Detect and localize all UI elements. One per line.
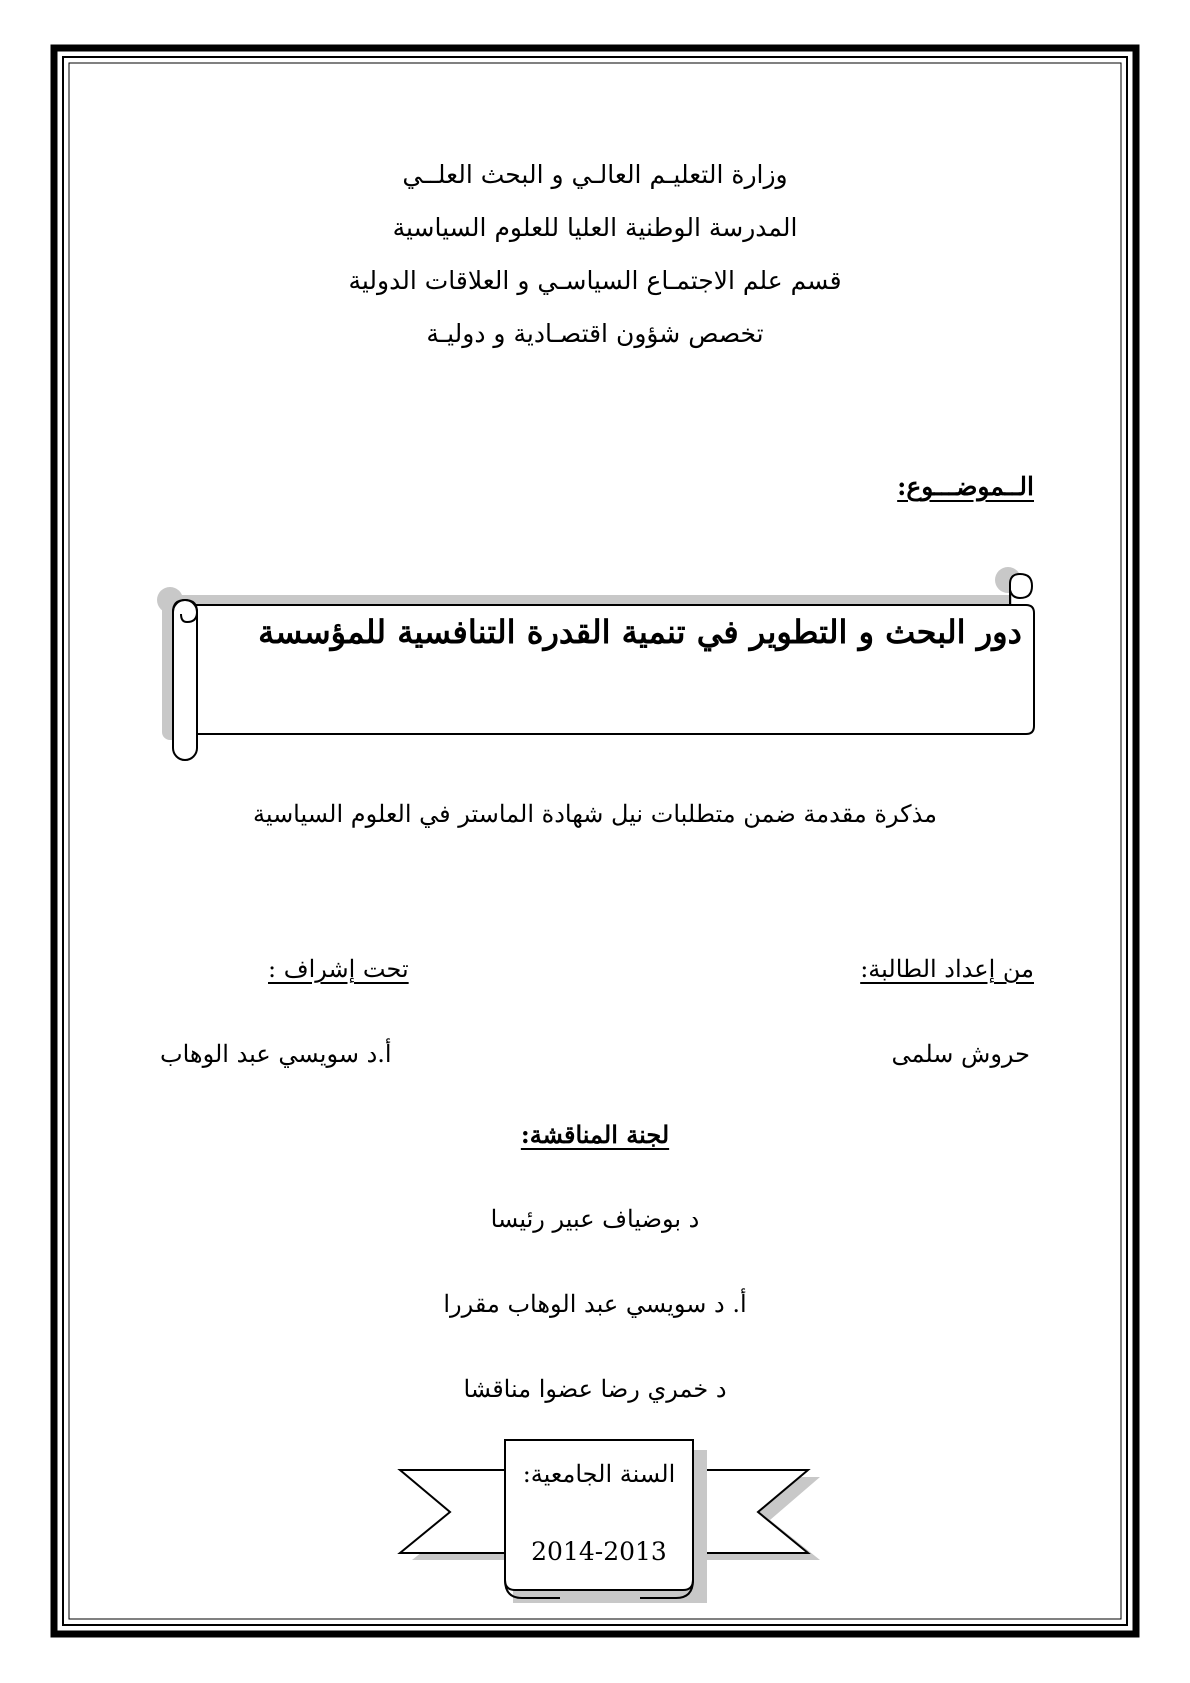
academic-year-value: 2014-2013 [531,1537,667,1566]
supervisor-name: أ.د سويسي عبد الوهاب [160,1040,392,1068]
supervisor-label: تحت إشراف : [268,955,409,983]
committee-member-examiner: د خمري رضا عضوا مناقشا [463,1375,727,1403]
title-scroll-banner [157,567,1034,760]
committee-member-chair: د بوضياف عبير رئيسا [490,1205,700,1233]
department-line: قسم علم الاجتمـاع السياسـي و العلاقات الدولية [348,266,842,295]
committee-label: لجنة المناقشة: [520,1120,670,1149]
memo-statement: مذكرة مقدمة ضمن متطلبات نيل شهادة الماستر في العلوم السياسية [252,800,938,828]
thesis-title: دور البحث و التطوير في تنمية القدرة التنافسية للمؤسسة [258,613,1022,651]
school-line: المدرسة الوطنية العليا للعلوم السياسية [392,213,798,242]
subject-label: الــموضـــوع: [897,472,1034,501]
ministry-line: وزارة التعليـم العالـي و البحث العلــي [402,160,788,189]
committee-member-rapporteur: أ. د سويسي عبد الوهاب مقررا [443,1290,747,1318]
student-label: من إعداد الطالبة: [860,955,1034,983]
student-name: حروش سلمى [891,1040,1030,1068]
specialty-line: تخصص شؤون اقتصـادية و دوليـة [426,319,764,348]
academic-year-label: السنة الجامعية: [522,1460,676,1488]
